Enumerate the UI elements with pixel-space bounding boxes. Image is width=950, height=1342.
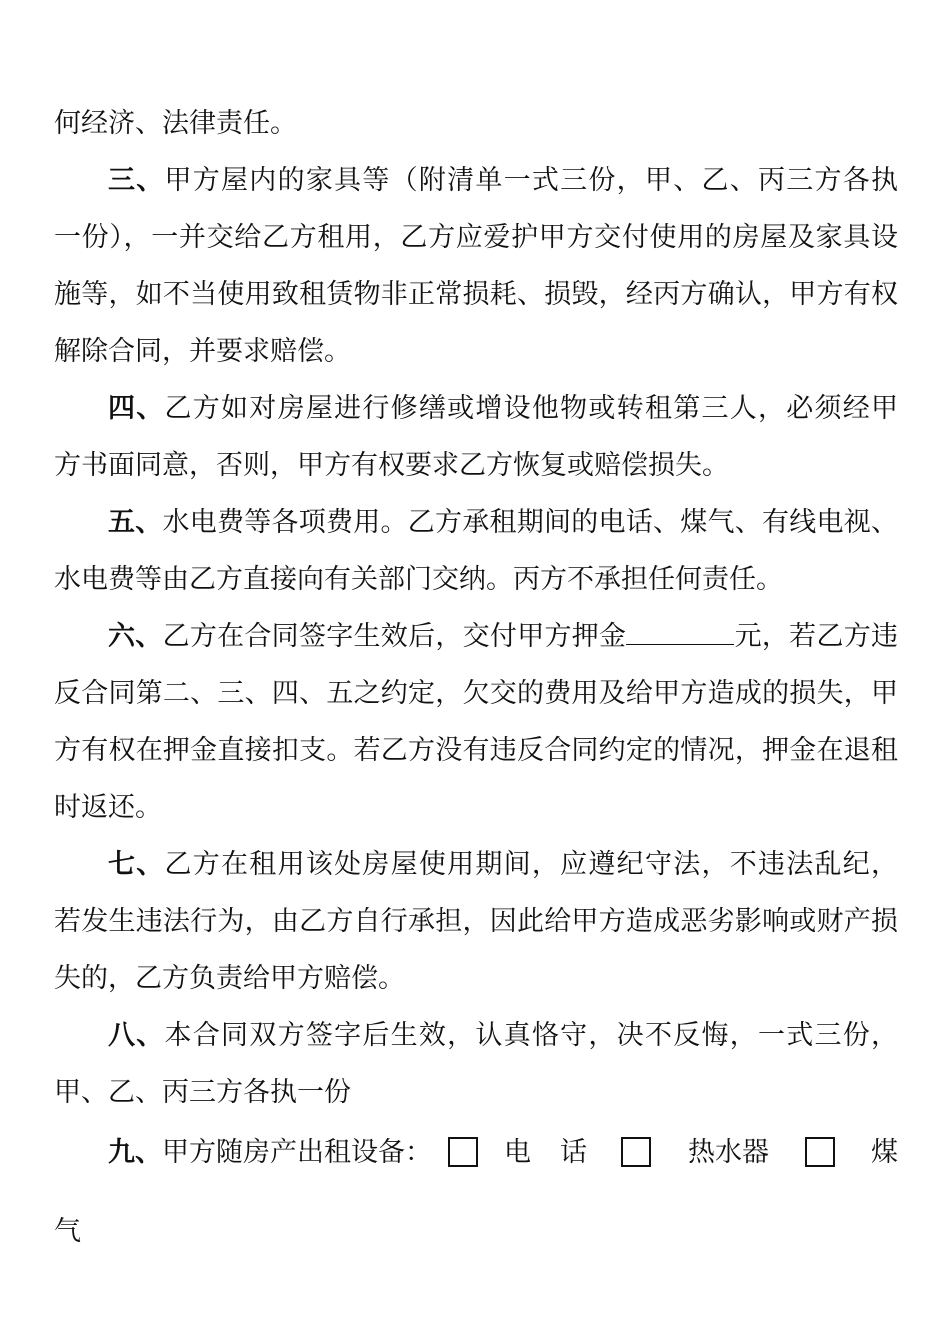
clause-5-line-1 [54, 505, 898, 541]
clause-8-text: 本合同双方签字后生效，认真恪守，决不反悔，一式三份， [164, 1020, 898, 1051]
clause-6-line-2: 反合同第二、三、四、五之约定，欠交的费用及给甲方造成的损失，甲 [54, 678, 898, 709]
clause-9-lead: 甲方随房产出租设备： [162, 1137, 432, 1168]
clause-6-line-1 [54, 619, 898, 655]
gas-checkbox[interactable] [805, 1137, 835, 1167]
clause-5-text: 水电费等各项费用。乙方承租期间的电话、煤气、有线电视、 [162, 507, 898, 538]
clause-8-line-1 [54, 1018, 898, 1054]
clause-9-line-1 [108, 1135, 898, 1171]
clause-3-line-3: 施等，如不当使用致租赁物非正常损耗、损毁，经丙方确认，甲方有权 [54, 279, 898, 310]
clause-7-line-1 [54, 847, 898, 883]
clause-3-line-4: 解除合同，并要求赔偿。 [54, 336, 351, 367]
clause-7-line-3: 失的，乙方负责给甲方赔偿。 [54, 963, 405, 994]
clause-9-number: 九、 [108, 1137, 162, 1168]
clause-6-text-b: 元，若乙方违 [734, 621, 898, 652]
clause-6-number: 六、 [108, 621, 163, 652]
clause-4-text: 乙方如对房屋进行修缮或增设他物或转租第三人，必须经甲 [164, 393, 898, 424]
clause-7-number: 七、 [108, 849, 165, 880]
clause-6-text-a: 乙方在合同签字生效后，交付甲方押金 [162, 621, 627, 652]
water-heater-checkbox[interactable] [621, 1137, 651, 1167]
clause-3-text: 甲方屋内的家具等（附清单一式三份，甲、乙、丙三方各执 [164, 165, 898, 196]
clause-9-line-2: 气 [54, 1216, 81, 1247]
clause-3-line-1 [54, 163, 898, 199]
deposit-amount-blank[interactable] [626, 620, 734, 645]
clause-7-line-2: 若发生违法行为，由乙方自行承担，因此给甲方造成恶劣影响或财产损 [54, 906, 898, 937]
item-phone-char-2: 话 [560, 1137, 587, 1168]
clause-2-tail: 何经济、法律责任。 [54, 108, 297, 139]
item-phone-char-1: 电 [504, 1137, 531, 1168]
clause-8-line-2: 甲、乙、丙三方各执一份 [54, 1077, 351, 1108]
clause-4-number: 四、 [108, 393, 165, 424]
clause-5-number: 五、 [108, 507, 163, 538]
phone-checkbox[interactable] [448, 1137, 478, 1167]
clause-8-number: 八、 [108, 1020, 165, 1051]
clause-3-number: 三、 [108, 165, 165, 196]
clause-6-line-4: 时返还。 [54, 792, 162, 823]
item-water-heater: 热水器 [688, 1137, 769, 1168]
item-gas-char-1: 煤 [871, 1137, 898, 1168]
clause-4-line-2: 方书面同意，否则，甲方有权要求乙方恢复或赔偿损失。 [54, 450, 729, 481]
clause-3-line-2: 一份），一并交给乙方租用，乙方应爱护甲方交付使用的房屋及家具设 [54, 222, 898, 253]
clause-6-line-3: 方有权在押金直接扣支。若乙方没有违反合同约定的情况，押金在退租 [54, 735, 898, 766]
clause-5-line-2: 水电费等由乙方直接向有关部门交纳。丙方不承担任何责任。 [54, 564, 783, 595]
clause-4-line-1 [54, 391, 898, 427]
clause-7-text: 乙方在租用该处房屋使用期间，应遵纪守法，不违法乱纪， [164, 849, 898, 880]
